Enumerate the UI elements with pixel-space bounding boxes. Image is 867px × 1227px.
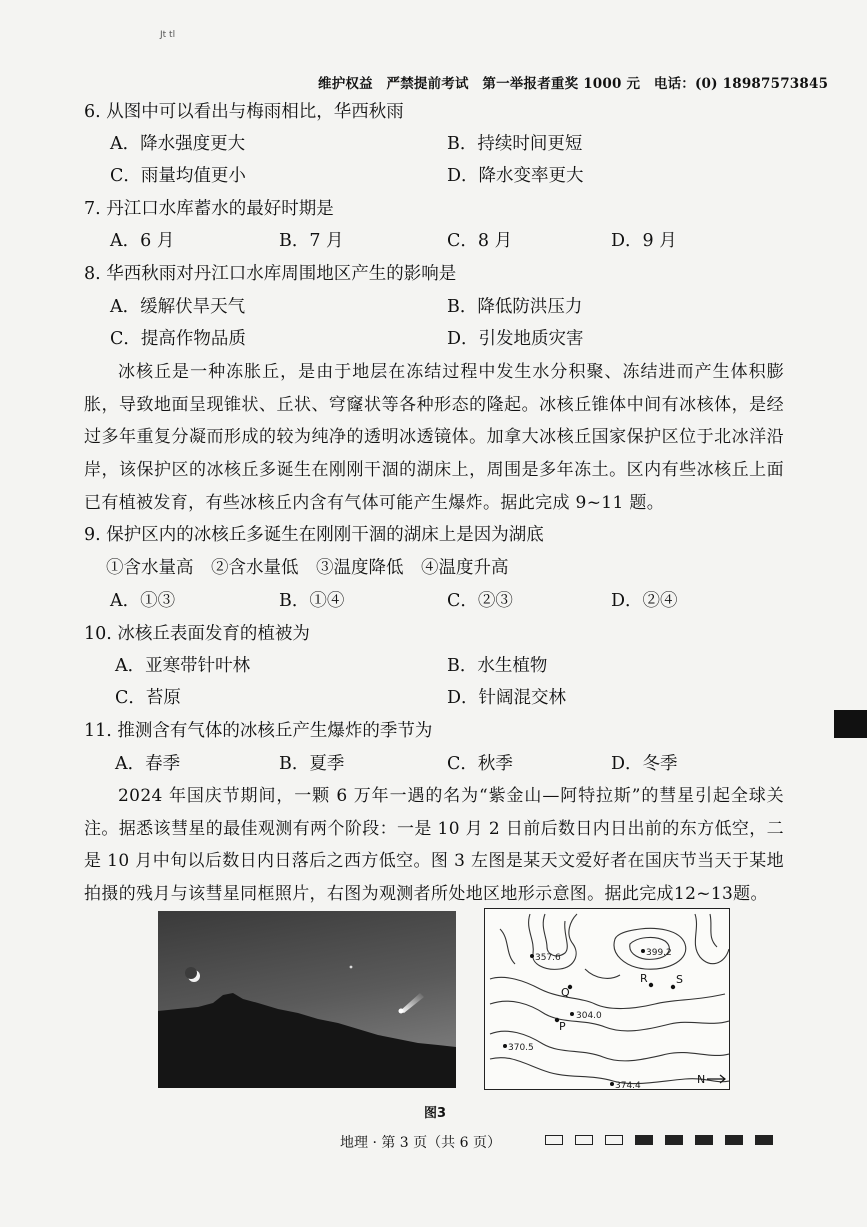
page-header: 维护权益 严禁提前考试 第一举报者重奖 1000 元 电话：(0) 18987573845: [318, 76, 829, 92]
elevation-label: 304.0: [576, 1011, 602, 1021]
question-7-stem: 7. 丹江口水库蓄水的最好时期是: [84, 199, 334, 219]
svg-text:N: N: [697, 1073, 706, 1086]
point-label: R: [640, 972, 648, 985]
terrain-contour-map: [484, 908, 730, 1090]
filled-box-icon: [635, 1135, 653, 1145]
elevation-label: 357.6: [535, 953, 561, 963]
question-7-option-c: C．8 月: [447, 231, 513, 251]
question-10-option-a: A．亚寒带针叶林: [115, 656, 251, 676]
elevation-label: 370.5: [508, 1043, 534, 1053]
filled-box-icon: [725, 1135, 743, 1145]
question-7-option-d: D．9 月: [611, 231, 677, 251]
question-8-option-d: D．引发地质灾害: [447, 329, 584, 349]
question-10-stem: 10. 冰核丘表面发育的植被为: [84, 624, 310, 644]
question-11-option-a: A．春季: [115, 754, 181, 774]
question-7-option-a: A．6 月: [110, 231, 175, 251]
question-11-option-b: B．夏季: [279, 754, 345, 774]
figure-caption: 图3: [424, 1106, 447, 1121]
empty-box-icon: [605, 1135, 623, 1145]
question-10-option-c: C．苔原: [115, 688, 181, 708]
comet-moon-photo: [158, 911, 456, 1088]
star-icon: [350, 966, 353, 969]
point-label: Q: [561, 986, 570, 999]
question-8-stem: 8. 华西秋雨对丹江口水库周围地区产生的影响是: [84, 264, 457, 284]
question-6-option-d: D．降水变率更大: [447, 166, 584, 186]
elevation-label: 374.4: [615, 1081, 641, 1090]
page-footer: 地理 · 第 3 页（共 6 页）: [340, 1135, 501, 1151]
question-6-option-a: A．降水强度更大: [110, 134, 246, 154]
question-9-option-c: C．②③: [447, 591, 513, 611]
empty-box-icon: [575, 1135, 593, 1145]
footer-progress-boxes: [545, 1135, 773, 1145]
passage-ice-core-hill: 冰核丘是一种冻胀丘，是由于地层在冻结过程中发生水分积聚、冻结进而产生体积膨胀，导致地面呈现锥状、丘状、穹窿状等各种形态的隆起。冰核丘锥体中间有冰核体，是经过多年重复分凝而形成的较为纯净的透明冰透镜体。加拿大冰核丘国家保护区位于北冰洋沿岸，该保护区的冰核丘多诞生在刚刚干涸的湖床上，周围是多年冻土。区内有些冰核丘上面已有植被发育，有些冰核丘内含有气体可能产生爆炸。据此完成 9~11 题。: [84, 362, 784, 513]
question-6-option-c: C．雨量均值更小: [110, 166, 246, 186]
filled-box-icon: [665, 1135, 683, 1145]
corner-mark: Jt tl: [160, 30, 176, 40]
question-8-option-b: B．降低防洪压力: [447, 297, 583, 317]
question-8-option-c: C．提高作物品质: [110, 329, 246, 349]
empty-box-icon: [545, 1135, 563, 1145]
filled-box-icon: [695, 1135, 713, 1145]
point-label: S: [676, 973, 683, 986]
question-10-option-b: B．水生植物: [447, 656, 548, 676]
question-10-option-d: D．针阔混交林: [447, 688, 567, 708]
elevation-label: 399.2: [646, 948, 672, 958]
question-11-option-d: D．冬季: [611, 754, 678, 774]
question-9-option-b: B．①④: [279, 591, 345, 611]
question-8-option-a: A．缓解伏旱天气: [110, 297, 246, 317]
point-label: P: [559, 1020, 566, 1033]
north-arrow-icon: [697, 1073, 725, 1086]
edge-marker-block: [834, 710, 867, 738]
question-6-option-b: B．持续时间更短: [447, 134, 583, 154]
question-6-stem: 6. 从图中可以看出与梅雨相比，华西秋雨: [84, 102, 404, 122]
question-9-option-a: A．①③: [110, 591, 176, 611]
question-9-stem: 9. 保护区内的冰核丘多诞生在刚刚干涸的湖床上是因为湖底: [84, 525, 544, 545]
question-9-option-d: D．②④: [611, 591, 678, 611]
passage-comet: 2024 年国庆节期间，一颗 6 万年一遇的名为“紫金山—阿特拉斯”的彗星引起全球关注。据悉该彗星的最佳观测有两个阶段：一是 10 月 2 日前后数日内日出前的东方低空，二是 10 月中旬以后数日内日落后之西方低空。图 3 左图是某天文爱好者在国庆节当天于某地拍摄的残月与该彗星同框照片，右图为观测者所处地区地形示意图。据此完成12~13题。: [84, 786, 784, 905]
question-7-option-b: B．7 月: [279, 231, 344, 251]
question-11-option-c: C．秋季: [447, 754, 513, 774]
filled-box-icon: [755, 1135, 773, 1145]
question-9-statements: ①含水量高 ②含水量低 ③温度降低 ④温度升高: [106, 558, 509, 578]
question-11-stem: 11. 推测含有气体的冰核丘产生爆炸的季节为: [84, 721, 433, 741]
